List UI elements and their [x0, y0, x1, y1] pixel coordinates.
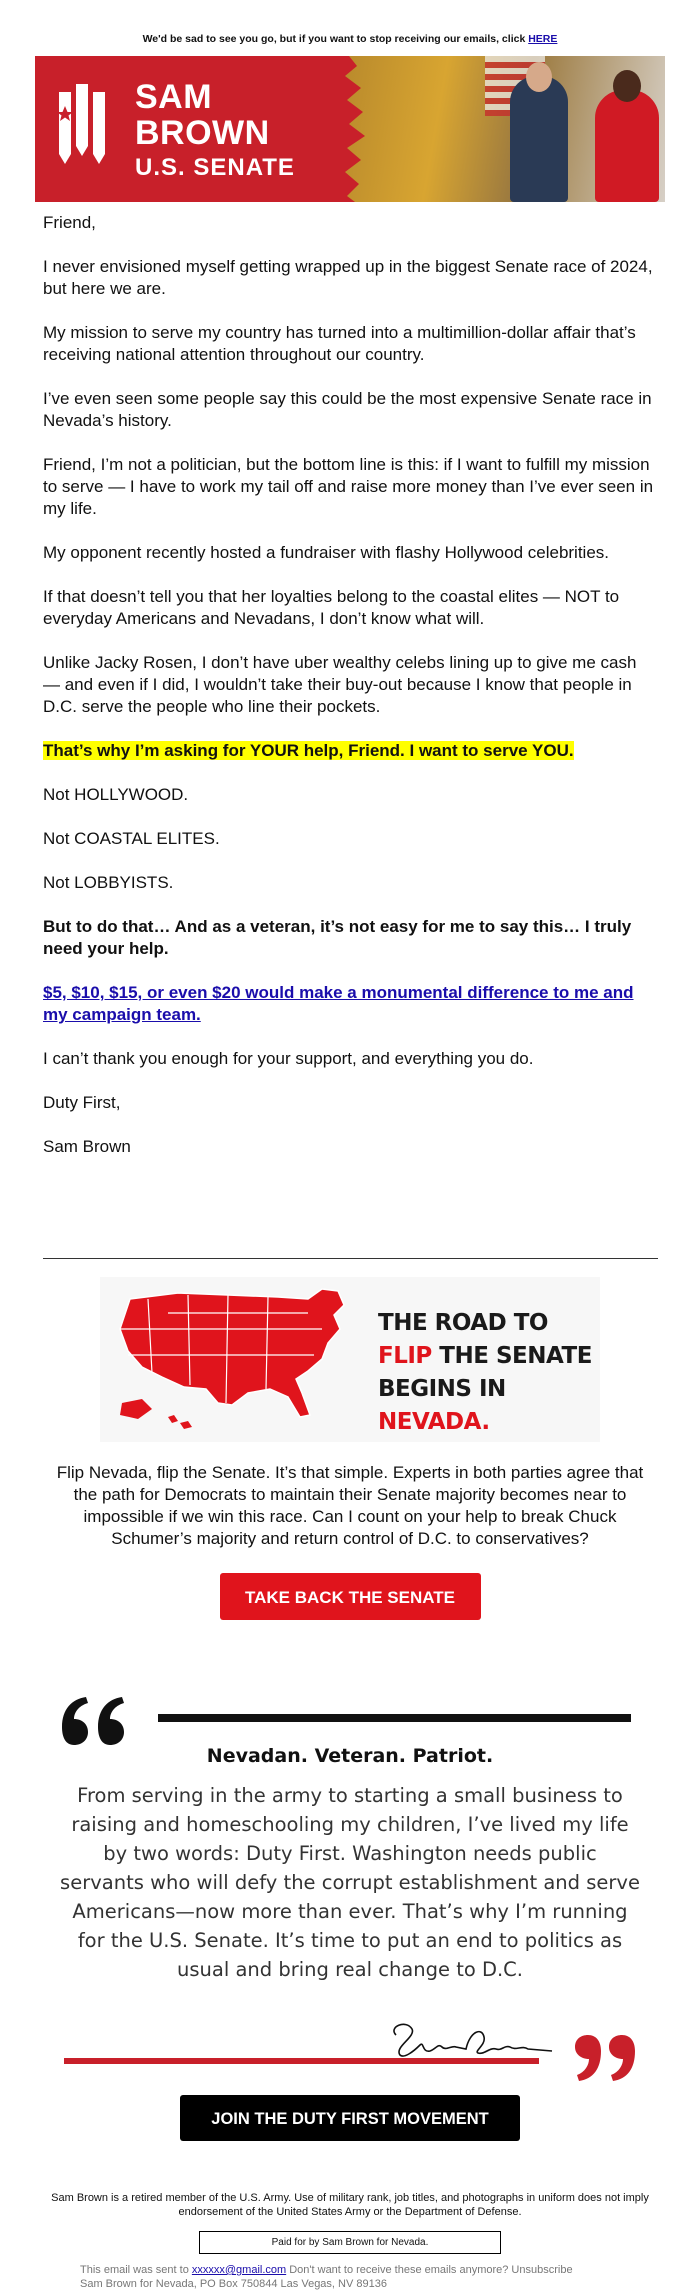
mailing-address: Sam Brown for Nevada, PO Box 750844 Las Vegas, NV 89136	[80, 2278, 387, 2290]
greeting: Friend,	[43, 213, 96, 232]
flip-nevada-paragraph: Flip Nevada, flip the Senate. It’s that simple. Experts in both parties agree that the path for Democrats to maintain their Senate majority becomes near to impossible if we win this race. Can I count on your help to break Chuck Schumer’s majority and return control of D.C. to conservatives?	[56, 1463, 644, 1548]
not-line: Not HOLLYWOOD.	[43, 785, 189, 804]
not-line: Not COASTAL ELITES.	[43, 829, 220, 848]
highlighted-ask	[43, 740, 655, 762]
join-duty-first-button[interactable]: JOIN THE DUTY FIRST MOVEMENT	[180, 2095, 520, 2141]
unsubscribe-here-link[interactable]: HERE	[528, 33, 558, 45]
recipient-email-link[interactable]: xxxxxx@gmail.com	[191, 2264, 287, 2276]
road-line-3	[378, 1373, 600, 1439]
letter-paragraph: My opponent recently hosted a fundraiser with flashy Hollywood celebrities.	[43, 543, 610, 562]
letter-paragraph: I’ve even seen some people say this could be the most expensive Senate race in Nevada’s history.	[43, 389, 652, 430]
military-disclaimer: Sam Brown is a retired member of the U.S. Army. Use of military rank, job titles, and photographs in uniform does not imply endorsement of the United States Army or the Department of Defense.	[51, 2192, 649, 2218]
footer-info	[80, 2263, 700, 2291]
letter-body	[0, 212, 700, 1158]
thanks-paragraph: I can’t thank you enough for your support, and everything you do.	[43, 1049, 534, 1068]
signature-name: Sam Brown	[43, 1137, 131, 1156]
open-quote-icon	[58, 1697, 128, 1745]
quote-text: From serving in the army to starting a small business to raising and homeschooling my children, I’ve lived my life by two words: Duty First. Washington needs public servants who will defy the corrupt establishment and serve Americans—now more than ever. That’s why I’m running for the U.S. Senate. It’s time to put an end to politics as usual and bring real change to D.C.	[60, 1784, 640, 1981]
torn-edge-graphic	[327, 56, 367, 202]
signoff: Duty First,	[43, 1093, 121, 1112]
spouse-figure	[595, 90, 659, 202]
campaign-logo-icon	[57, 84, 109, 172]
sent-to-line	[80, 2263, 700, 2277]
bold-appeal: But to do that… And as a veteran, it’s not easy for me to say this… I truly need your help.	[43, 917, 632, 958]
letter-paragraph: Friend, I’m not a politician, but the bottom line is this: if I want to fulfill my mission to serve — I have to work my tail off and raise more money than I’ve ever seen in my life.	[43, 455, 654, 518]
banner-last-name: BROWN	[135, 114, 270, 152]
take-back-senate-button[interactable]: TAKE BACK THE SENATE	[220, 1573, 481, 1620]
quote-block	[0, 1697, 700, 2137]
banner-first-name: SAM	[135, 78, 213, 116]
banner-office: U.S. SENATE	[135, 154, 295, 181]
banner-candidate-name	[135, 80, 295, 180]
paid-for-box: Paid for by Sam Brown for Nevada.	[199, 2231, 501, 2254]
letter-paragraph: Unlike Jacky Rosen, I don’t have uber wealthy celebs lining up to give me cash — and even if I did, I wouldn’t take their buy-out because I know that people in D.C. serve the people who line their pockets.	[43, 653, 637, 716]
highlighted-ask-text: That’s why I’m asking for YOUR help, Friend. I want to serve YOU.	[43, 741, 574, 760]
letter-paragraph: My mission to serve my country has turned into a multimillion-dollar affair that’s receiving national attention throughout our country.	[43, 323, 636, 364]
road-line-3-start: BEGINS IN	[378, 1376, 506, 1402]
header-banner	[35, 56, 665, 202]
road-headline	[378, 1307, 600, 1439]
close-quote-icon	[573, 2035, 637, 2081]
quote-top-rule	[158, 1714, 631, 1722]
letter-paragraph: I never envisioned myself getting wrapped up in the biggest Senate race of 2024, but here we are.	[43, 257, 653, 298]
candidate-figure	[510, 76, 568, 202]
unsubscribe-footer-text[interactable]: Don't want to receive these emails anymore? Unsubscribe	[286, 2264, 573, 2276]
unsubscribe-notice-text: We'd be sad to see you go, but if you want to stop receiving our emails, click	[142, 33, 526, 45]
quote-bottom-rule	[64, 2058, 539, 2064]
unsubscribe-notice	[0, 0, 700, 56]
road-flip-word: FLIP	[378, 1343, 432, 1369]
road-line-2	[378, 1340, 600, 1373]
not-line: Not LOBBYISTS.	[43, 873, 174, 892]
road-nevada-word: NEVADA.	[378, 1409, 490, 1435]
donate-link-paragraph	[43, 982, 655, 1026]
sent-to-prefix: This email was sent to	[80, 2264, 192, 2276]
donate-link[interactable]: $5, $10, $15, or even $20 would make a monumental difference to me and my campaign team.	[43, 983, 634, 1024]
section-divider	[43, 1258, 658, 1259]
quote-title: Nevadan. Veteran. Patriot.	[206, 1745, 494, 1767]
road-to-flip-graphic[interactable]	[100, 1277, 600, 1442]
road-line-1: THE ROAD TO	[378, 1310, 548, 1336]
letter-paragraph: If that doesn’t tell you that her loyalties belong to the coastal elites — NOT to everyday Americans and Nevadans, I don’t know what will.	[43, 587, 620, 628]
us-map-icon	[108, 1285, 368, 1435]
banner-photo	[345, 56, 665, 202]
road-line-2-rest: THE SENATE	[431, 1343, 592, 1369]
